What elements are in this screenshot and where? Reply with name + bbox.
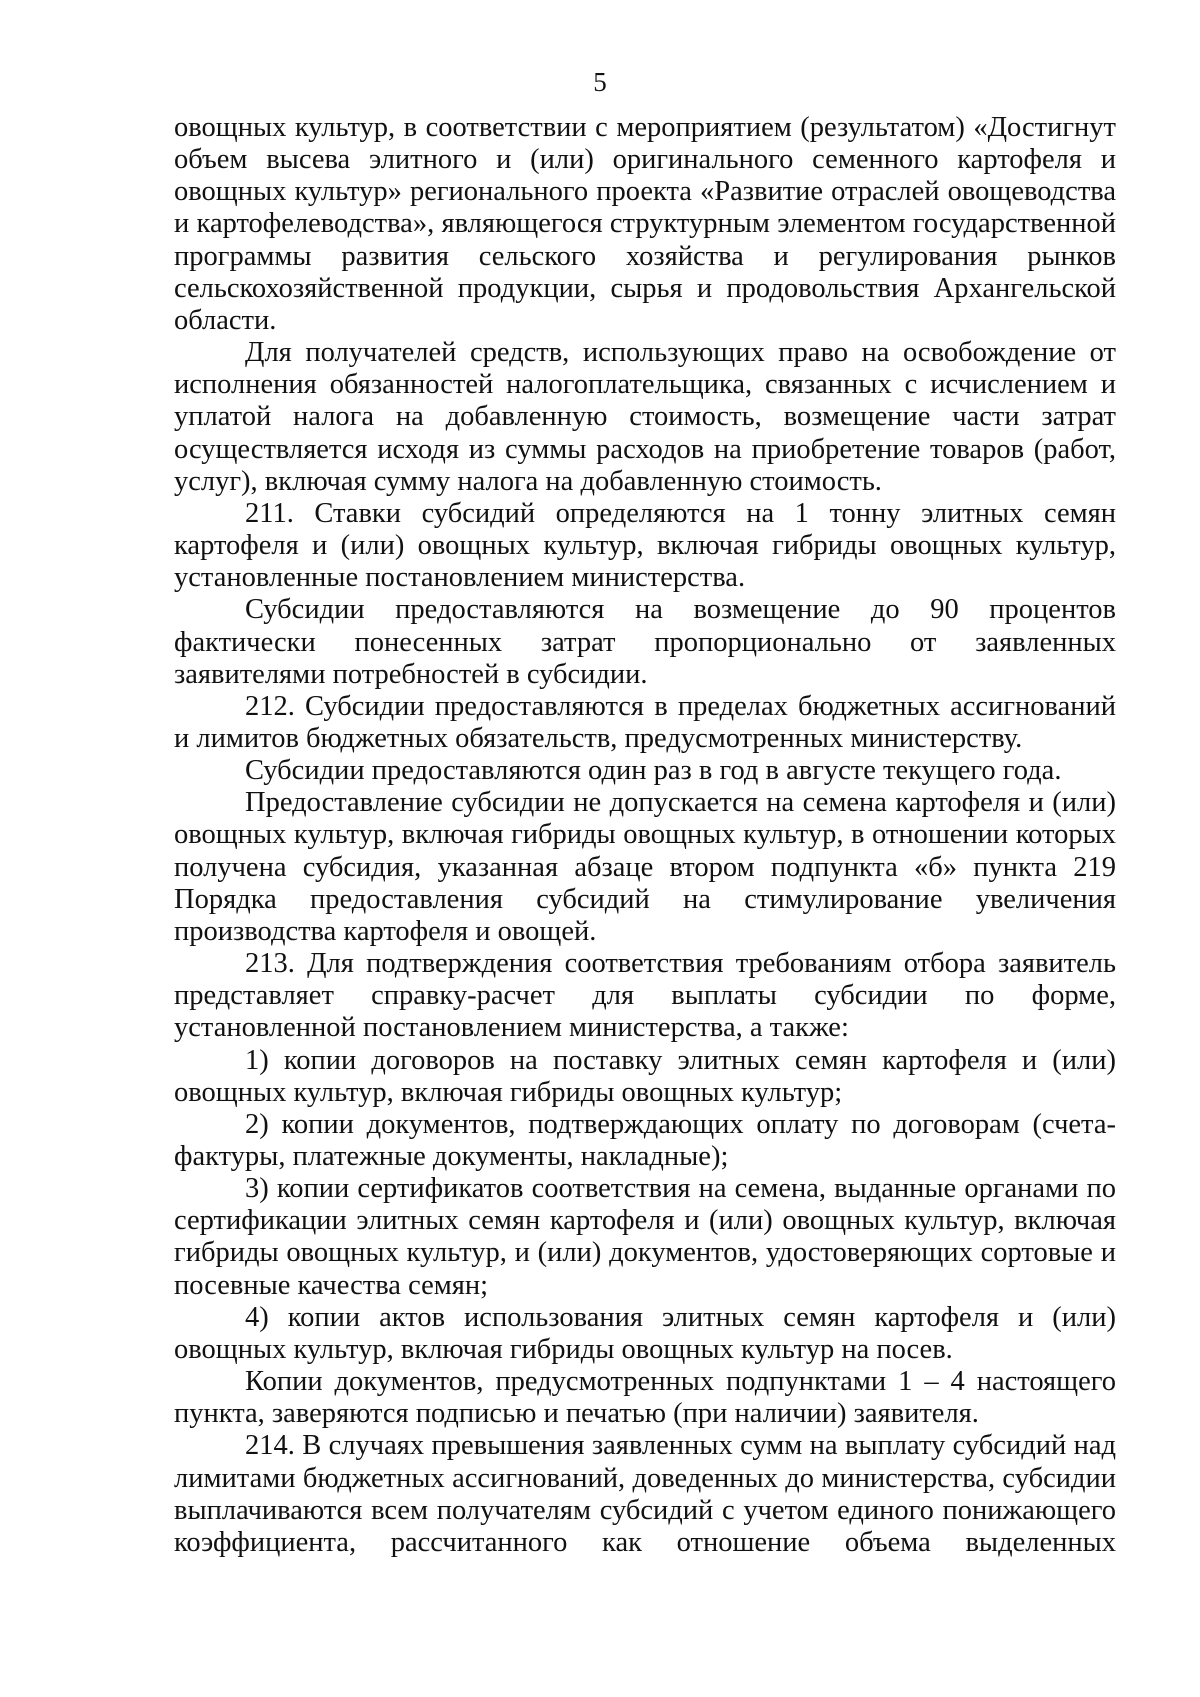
paragraph-not-allowed: Предоставление субсидии не допускается на семена картофеля и (или) овощных культур, включая гибриды овощных культур, в отношении которых получена субсидия, указанная абзаце втором подпункта «б» пункта 219 Порядка предоставления субсидий на стимулирование увеличения производства картофеля и овощей.: [174, 787, 1116, 947]
paragraph-once-a-year: Субсидии предоставляются один раз в год в августе текущего года.: [245, 755, 1062, 787]
paragraph-subsidy-rate: Субсидии предоставляются на возмещение до 90 процентов фактически понесенных затрат пропорционально от заявленных заявителями потребностей в субсидии.: [174, 594, 1116, 690]
list-item-4: 4) копии актов использования элитных семян картофеля и (или) овощных культур, включая гибриды овощных культур на посев.: [174, 1301, 1116, 1365]
paragraph-214: 214. В случаях превышения заявленных сумм на выплату субсидий над лимитами бюджетных ассигнований, доведенных до министерства, субсидии выплачиваются всем получателям субсидий с учетом единого понижающего коэффициента, рассчитанного как отношение объема выделенных: [174, 1430, 1116, 1558]
page-number: 5: [593, 67, 607, 97]
paragraph-213: 213. Для подтверждения соответствия требованиям отбора заявитель представляет справку-расчет для выплаты субсидии по форме, установленной постановлением министерства, а также:: [174, 948, 1116, 1044]
document-body: [174, 112, 1116, 1559]
list-item-3: 3) копии сертификатов соответствия на семена, выданные органами по сертификации элитных семян картофеля и (или) овощных культур, включая гибриды овощных культур, и (или) документов, удостоверяющих сортовые и посевные качества семян;: [174, 1173, 1116, 1301]
paragraph-212: 212. Субсидии предоставляются в пределах бюджетных ассигнований и лимитов бюджетных обязательств, предусмотренных министерству.: [174, 690, 1116, 754]
paragraph-211: 211. Ставки субсидий определяются на 1 тонну элитных семян картофеля и (или) овощных культур, включая гибриды овощных культур, установленные постановлением министерства.: [174, 497, 1116, 594]
paragraph-continuation: овощных культур, в соответствии с мероприятием (результатом) «Достигнут объем высева элитного и (или) оригинального семенного картофеля и овощных культур» регионального проекта «Развитие отраслей овощеводства и картофелеводства», являющегося структурным элементом государственной программы развития сельского хозяйства и регулирования рынков сельскохозяйственной продукции, сырья и продовольствия Архангельской области.: [174, 112, 1116, 336]
paragraph-vat-exemption: Для получателей средств, использующих право на освобождение от исполнения обязанностей налогоплательщика, связанных с исчислением и уплатой налога на добавленную стоимость, возмещение части затрат осуществляется исходя из суммы расходов на приобретение товаров (работ, услуг), включая сумму налога на добавленную стоимость.: [174, 337, 1116, 497]
list-item-2: 2) копии документов, подтверждающих оплату по договорам (счета-фактуры, платежные документы, накладные);: [174, 1108, 1116, 1172]
list-item-1: 1) копии договоров на поставку элитных семян картофеля и (или) овощных культур, включая гибриды овощных культур;: [174, 1044, 1116, 1108]
paragraph-copies-certified: Копии документов, предусмотренных подпунктами 1 – 4 настоящего пункта, заверяются подписью и печатью (при наличии) заявителя.: [174, 1366, 1116, 1430]
